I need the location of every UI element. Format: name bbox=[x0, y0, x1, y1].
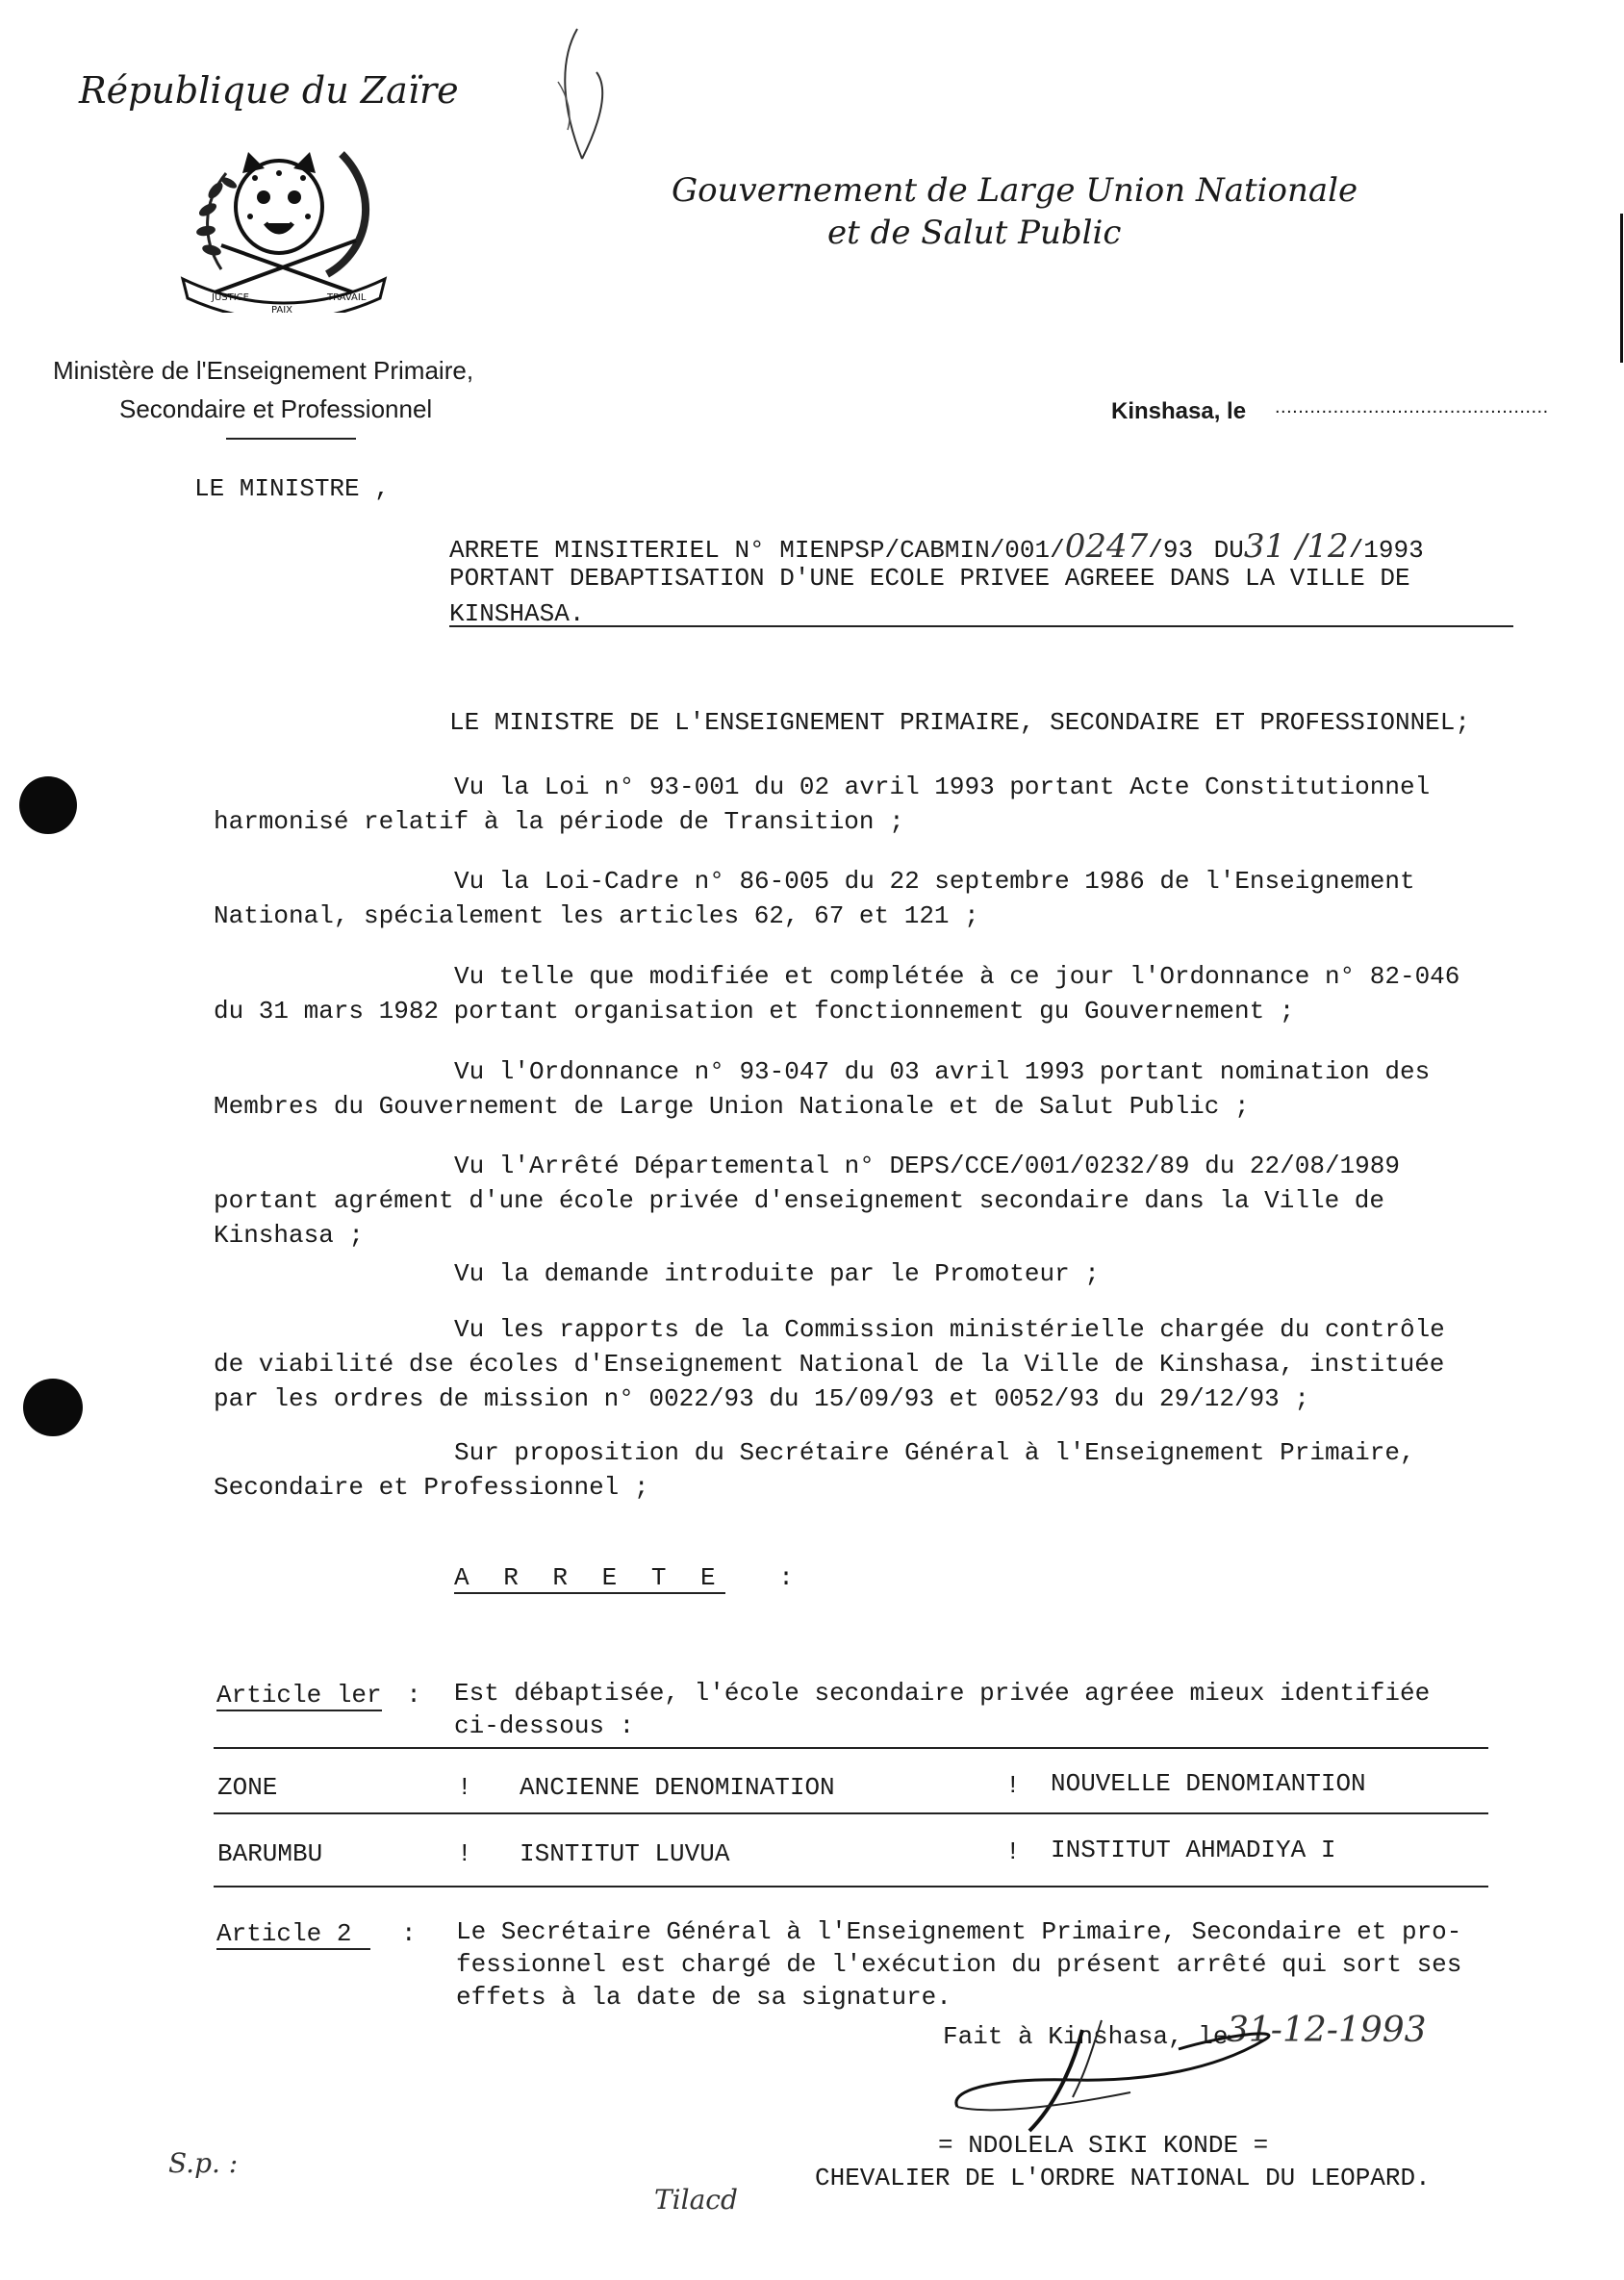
decree-underline bbox=[449, 625, 1513, 627]
table-header-sep-2: ! bbox=[1005, 1771, 1021, 1800]
punch-hole-bottom bbox=[23, 1379, 83, 1436]
vu2-line-b: National, spécialement les articles 62, 67 et 121 ; bbox=[214, 901, 979, 930]
decree-prefix: ARRETE MINSITERIEL N° MIENPSP/CABMIN/001/ bbox=[449, 536, 1065, 565]
vu5-line-a: Vu l'Arrêté Départemental n° DEPS/CCE/001/0232/89 du 22/08/1989 bbox=[454, 1152, 1400, 1180]
handwritten-mark-icon bbox=[539, 24, 635, 168]
decree-year: /1993 bbox=[1348, 536, 1424, 565]
decree-line-2: PORTANT DEBAPTISATION D'UNE ECOLE PRIVEE AGREEE DANS LA VILLE DE bbox=[449, 564, 1410, 593]
table-header-sep-1: ! bbox=[457, 1773, 472, 1802]
vu2-line-a: Vu la Loi-Cadre n° 86-005 du 22 septembre 1986 de l'Enseignement bbox=[454, 867, 1415, 896]
signature-icon bbox=[938, 2011, 1304, 2136]
government-line-2: et de Salut Public bbox=[827, 214, 1122, 252]
decree-date-hand: 31 /12 bbox=[1243, 527, 1349, 566]
article1-text-a: Est débaptisée, l'école secondaire privée agréee mieux identifiée bbox=[454, 1679, 1431, 1708]
vu4-line-a: Vu l'Ordonnance n° 93-047 du 03 avril 1993 portant nomination des bbox=[454, 1057, 1431, 1086]
sur-proposition-line-b: Secondaire et Professionnel ; bbox=[214, 1473, 649, 1502]
table-row-sep-2: ! bbox=[1005, 1837, 1021, 1866]
table-top-rule bbox=[214, 1747, 1488, 1749]
article2-colon: : bbox=[401, 1919, 417, 1948]
article2-text-a: Le Secrétaire Général à l'Enseignement Primaire, Secondaire et pro- bbox=[456, 1917, 1462, 1946]
table-row-old: ISNTITUT LUVUA bbox=[520, 1839, 730, 1868]
vu7-line-c: par les ordres de mission n° 0022/93 du 15/09/93 et 0052/93 du 29/12/93 ; bbox=[214, 1384, 1309, 1413]
table-header-old: ANCIENNE DENOMINATION bbox=[520, 1773, 835, 1802]
vu5-line-c: Kinshasa ; bbox=[214, 1221, 365, 1250]
place-date-label: Kinshasa, le bbox=[1111, 398, 1247, 424]
signatory-title: CHEVALIER DE L'ORDRE NATIONAL DU LEOPARD. bbox=[815, 2164, 1431, 2192]
vu1-line-b: harmonisé relatif à la période de Transition ; bbox=[214, 807, 904, 836]
article1-text-b: ci-dessous : bbox=[454, 1711, 635, 1740]
signatory-name: = NDOLELA SIKI KONDE = bbox=[938, 2131, 1269, 2160]
vu3-line-b: du 31 mars 1982 portant organisation et fonctionnement gu Gouvernement ; bbox=[214, 997, 1295, 1026]
footer-note: Tilacd bbox=[654, 2184, 738, 2216]
table-row-zone: BARUMBU bbox=[217, 1839, 323, 1868]
article1-title: Article ler bbox=[216, 1681, 382, 1710]
vu4-line-b: Membres du Gouvernement de Large Union Nationale et de Salut Public ; bbox=[214, 1092, 1250, 1121]
arrete-colon: : bbox=[778, 1563, 794, 1592]
decree-du: DU bbox=[1213, 536, 1244, 565]
article2-label bbox=[216, 1916, 417, 1951]
vu7-line-a: Vu les rapports de la Commission ministérielle chargée du contrôle bbox=[454, 1315, 1445, 1344]
arrete-word: A R R E T E bbox=[454, 1563, 725, 1592]
footer-initials: S.p. : bbox=[168, 2147, 239, 2179]
margin-mark bbox=[1620, 214, 1623, 363]
article1-label bbox=[216, 1678, 421, 1712]
table-row-new: INSTITUT AHMADIYA I bbox=[1051, 1836, 1336, 1864]
article2-title: Article 2 bbox=[216, 1919, 370, 1950]
table-mid-rule bbox=[214, 1812, 1488, 1814]
vu6-line: Vu la demande introduite par le Promoteur ; bbox=[454, 1259, 1100, 1288]
emblem-banner-left: JUSTICE bbox=[212, 292, 249, 303]
vu5-line-b: portant agrément d'une école privée d'enseignement secondaire dans la Ville de bbox=[214, 1186, 1384, 1215]
ministry-line-2: Secondaire et Professionnel bbox=[119, 394, 433, 423]
arrete-heading bbox=[454, 1560, 794, 1595]
preamble-title: LE MINISTRE DE L'ENSEIGNEMENT PRIMAIRE, SECONDAIRE ET PROFESSIONNEL; bbox=[449, 708, 1470, 737]
sur-proposition-line-a: Sur proposition du Secrétaire Général à l'Enseignement Primaire, bbox=[454, 1438, 1415, 1467]
table-header-new: NOUVELLE DENOMIANTION bbox=[1051, 1769, 1366, 1798]
punch-hole-top bbox=[19, 776, 77, 834]
government-line-1: Gouvernement de Large Union Nationale bbox=[672, 171, 1358, 210]
emblem-banner-right: TRAVAIL bbox=[327, 292, 367, 303]
place-date-dots: ............................................... bbox=[1275, 396, 1549, 418]
vu7-line-b: de viabilité dse écoles d'Enseignement National de la Ville de Kinshasa, instituée bbox=[214, 1350, 1445, 1379]
article2-text-c: effets à la date de sa signature. bbox=[456, 1983, 952, 2012]
le-ministre-heading: LE MINISTRE , bbox=[194, 474, 390, 503]
ministry-line-1: Ministère de l'Enseignement Primaire, bbox=[53, 356, 474, 385]
decree-number-mid: /93 bbox=[1148, 536, 1194, 565]
vu3-line-a: Vu telle que modifiée et complétée à ce jour l'Ordonnance n° 82-046 bbox=[454, 962, 1460, 991]
table-row-sep-1: ! bbox=[457, 1839, 472, 1868]
table-bottom-rule bbox=[214, 1886, 1488, 1887]
article1-colon: : bbox=[406, 1681, 421, 1710]
republic-title: République du Zaïre bbox=[79, 69, 459, 112]
vu1-line-a: Vu la Loi n° 93-001 du 02 avril 1993 portant Acte Constitutionnel bbox=[454, 773, 1431, 801]
decree-number-hand: 0247 bbox=[1064, 527, 1149, 566]
decree-line-3: KINSHASA. bbox=[449, 599, 585, 628]
closing-date-hand: 31-12-1993 bbox=[1227, 2011, 1427, 2050]
ministry-divider bbox=[226, 438, 356, 440]
emblem-banner-center: PAIX bbox=[271, 305, 293, 313]
article2-text-b: fessionnel est chargé de l'exécution du présent arrêté qui sort ses bbox=[456, 1950, 1462, 1979]
leopard-emblem-icon bbox=[173, 135, 394, 313]
fait-a-kinshasa: Fait à Kinshasa, le bbox=[943, 2022, 1229, 2051]
table-header-zone: ZONE bbox=[217, 1773, 278, 1802]
